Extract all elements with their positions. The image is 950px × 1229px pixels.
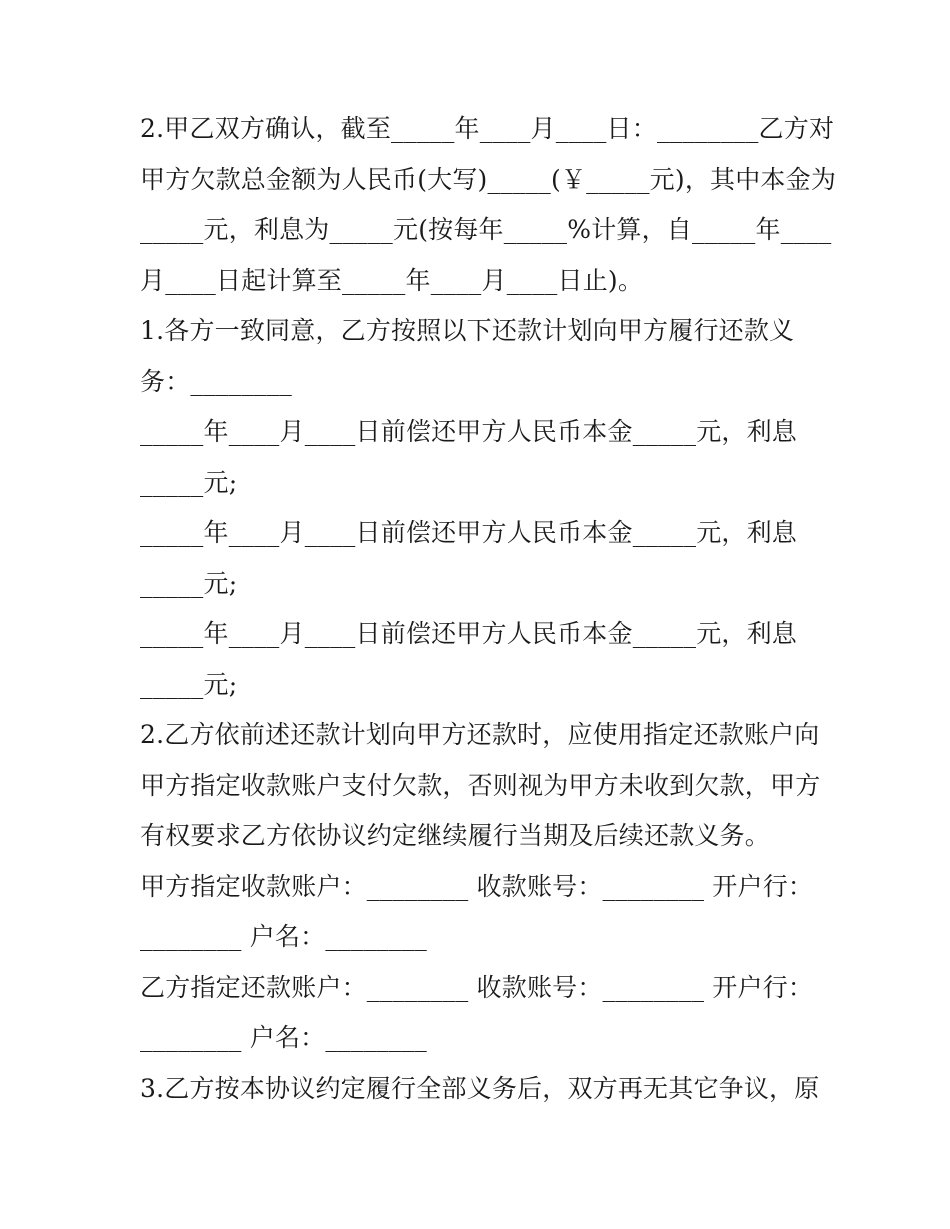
clause-1-repayment-plan-line-1: 1.各方一致同意，乙方按照以下还款计划向甲方履行还款义 (140, 316, 795, 345)
document-page (140, 104, 837, 1114)
clause-3-line-1: 3.乙方按本协议约定履行全部义务后，双方再无其它争议，原 (140, 1073, 820, 1103)
installment-2-line-2: _____元; (140, 568, 238, 598)
installment-2-line-1: _____年____月____日前偿还甲方人民币本金_____元，利息 (140, 518, 798, 547)
clause-2-payment-account-line-3: 有权要求乙方依协议约定继续履行当期及后续还款义务。 (140, 821, 771, 850)
party-b-account-line-1: 乙方指定还款账户：________ 收款账号：________ 开户行： (140, 972, 814, 1002)
installment-1-line-2: _____元; (140, 467, 238, 497)
clause-2-confirmation-line-1: 2.甲乙双方确认，截至_____年____月____日：________乙方对 (140, 114, 835, 143)
clause-2-payment-account-line-1: 2.乙方依前述还款计划向甲方还款时，应使用指定还款账户向 (140, 720, 820, 749)
clause-2-confirmation-line-2: 甲方欠款总金额为人民币(大写)_____(￥_____元)，其中本金为 (140, 164, 837, 194)
clause-2-payment-account-line-2: 甲方指定收款账户支付欠款，否则视为甲方未收到欠款，甲方 (140, 770, 821, 800)
installment-1-line-1: _____年____月____日前偿还甲方人民币本金_____元，利息 (140, 417, 798, 446)
clause-2-confirmation-line-4: 月____日起计算至_____年____月____日止)。 (140, 265, 644, 295)
party-a-account-line-1: 甲方指定收款账户：________ 收款账号：________ 开户行： (140, 871, 814, 901)
clause-1-repayment-plan-line-2: 务：________ (140, 366, 293, 396)
installment-3-line-1: _____年____月____日前偿还甲方人民币本金_____元，利息 (140, 619, 798, 648)
installment-3-line-2: _____元; (140, 669, 238, 699)
party-a-account-line-2: ________ 户名：________ (140, 922, 427, 951)
clause-2-confirmation-line-3: _____元，利息为_____元(按每年_____%计算，自_____年____ (140, 215, 832, 244)
party-b-account-line-2: ________ 户名：________ (140, 1023, 427, 1052)
